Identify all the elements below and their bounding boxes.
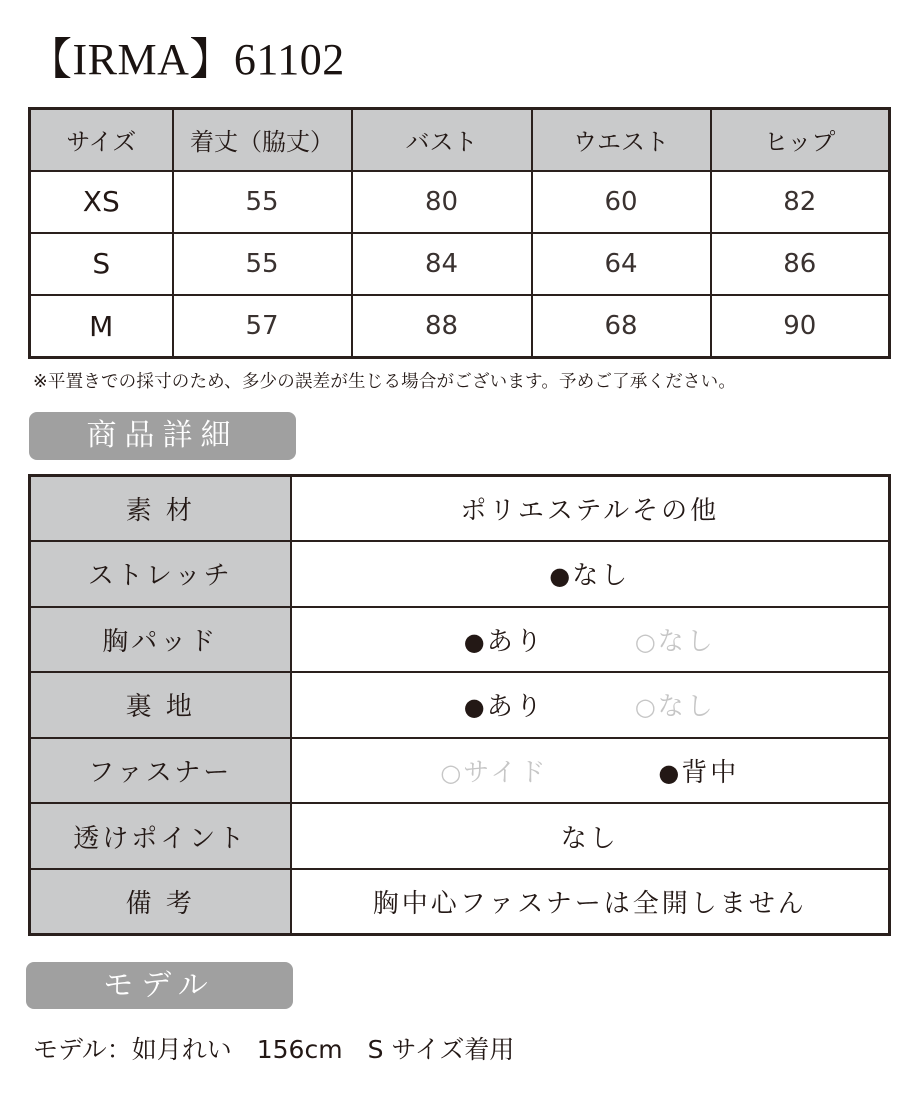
detail-row-fastener [30,738,890,804]
bust-value: 80 [352,171,532,233]
detail-row-lining [30,672,890,738]
table-row [30,295,890,357]
detail-row-stretch [30,541,890,607]
section-label-model: モデル [26,962,293,1009]
filled-circle-icon: ● [463,627,485,656]
header-size: サイズ [30,109,173,171]
hip-value: 86 [711,233,890,295]
measurement-note: ※平置きでの採寸のため、多少の誤差が生じる場合がございます。予めご了承ください。 [33,372,737,392]
size-chart-header-row [30,109,890,171]
option-unselected: ○サイド [440,758,549,789]
hip-value: 82 [711,171,890,233]
filled-circle-icon: ● [463,693,485,722]
detail-label: 備 考 [30,869,291,935]
option-selected: ●なし [549,561,631,592]
option-unselected: ○なし [634,692,716,723]
size-label: S [30,233,173,295]
detail-label: ファスナー [30,738,291,804]
length-value: 55 [173,171,352,233]
option-selected: ●あり [463,692,545,723]
detail-label: 素 材 [30,476,291,542]
size-label: XS [30,171,173,233]
option-selected: なし [560,823,619,854]
option-selected: 胸中心ファスナーは全開しません [372,888,807,919]
table-row [30,171,890,233]
hip-value: 90 [711,295,890,357]
header-hip: ヒップ [711,109,890,171]
waist-value: 60 [532,171,711,233]
header-waist: ウエスト [532,109,711,171]
empty-circle-icon: ○ [634,627,656,656]
detail-label: ストレッチ [30,541,291,607]
option-unselected: ○なし [634,626,716,657]
option-selected: ●あり [463,626,545,657]
option-selected: ●背中 [658,758,740,789]
waist-value: 68 [532,295,711,357]
detail-value [291,738,890,804]
header-bust: バスト [352,109,532,171]
size-label: M [30,295,173,357]
filled-circle-icon: ● [549,562,571,591]
length-value: 55 [173,233,352,295]
table-row [30,233,890,295]
header-length: 着丈（脇丈） [173,109,352,171]
section-label-details: 商品詳細 [29,412,296,460]
detail-row-bust-pad [30,607,890,673]
detail-value [291,541,890,607]
detail-row-sheerness [30,803,890,869]
bust-value: 88 [352,295,532,357]
model-info: モデル：如月れい 156cm S サイズ着用 [33,1035,515,1064]
empty-circle-icon: ○ [440,759,462,788]
detail-label: 裏 地 [30,672,291,738]
detail-value [291,672,890,738]
length-value: 57 [173,295,352,357]
detail-value [291,607,890,673]
product-details-table [28,474,891,936]
product-title: 【IRMA】61102 [28,35,345,84]
empty-circle-icon: ○ [634,693,656,722]
detail-label: 胸パッド [30,607,291,673]
size-chart-table [28,107,891,359]
detail-row-material [30,476,890,542]
filled-circle-icon: ● [658,759,680,788]
bust-value: 84 [352,233,532,295]
detail-value [291,869,890,935]
detail-label: 透けポイント [30,803,291,869]
detail-value [291,803,890,869]
waist-value: 64 [532,233,711,295]
detail-value [291,476,890,542]
option-selected: ポリエステルその他 [460,496,720,527]
detail-row-remarks [30,869,890,935]
